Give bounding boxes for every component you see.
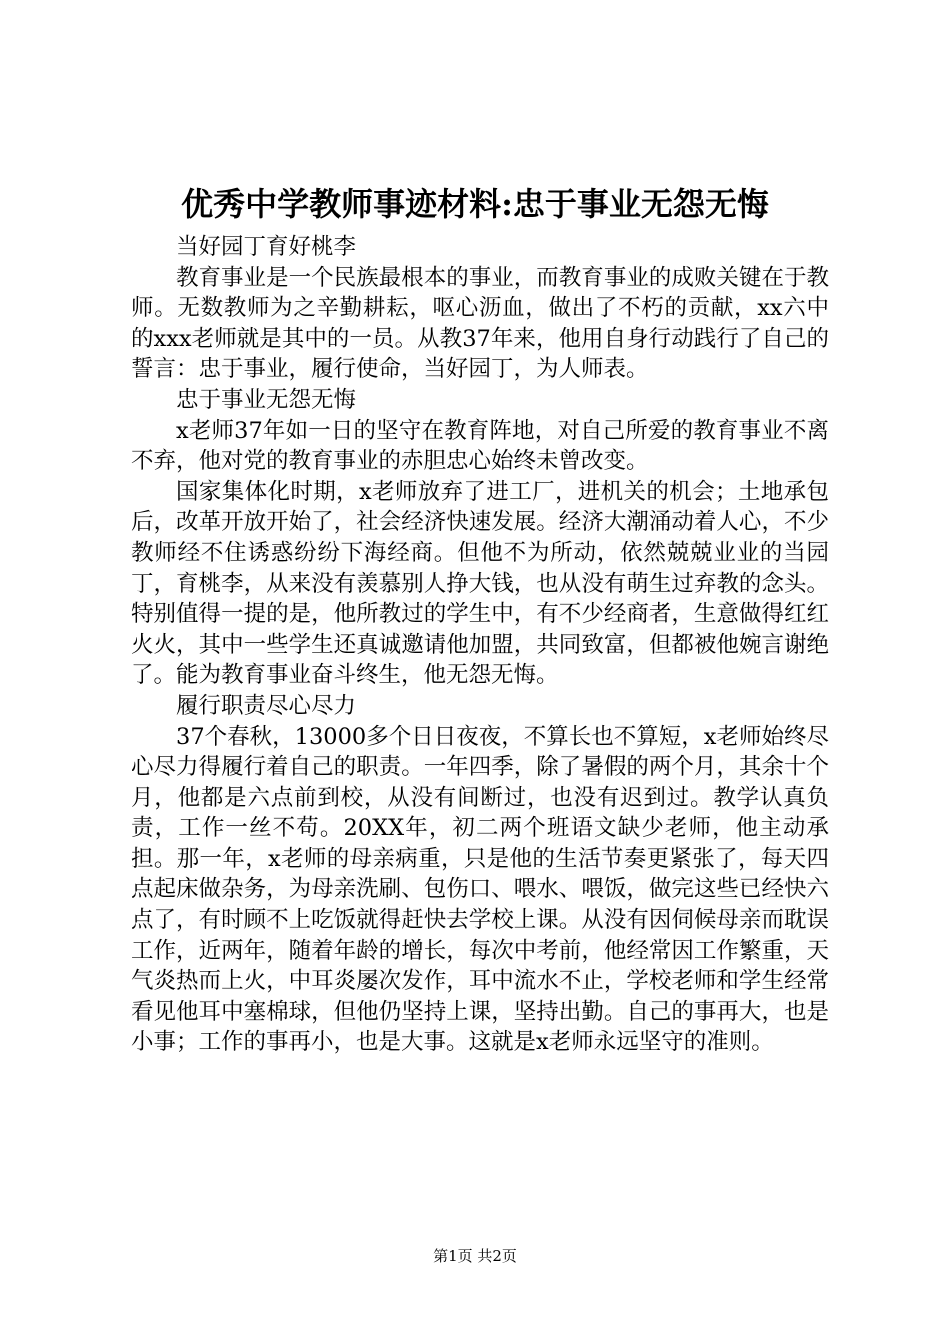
paragraph-intro: 教育事业是一个民族最根本的事业，而教育事业的成败关键在于教师。无数教师为之辛勤耕耘，呕心沥血，做出了不朽的贡献，xx六中的xxx老师就是其中的一员。从教37年来，他用自身行动践行了自己的誓言：忠于事业，履行使命，当好园丁，为人师表。 xyxy=(131,264,829,383)
paragraph-dedication: x老师37年如一日的坚守在教育阵地，对自己所爱的教育事业不离不弃，他对党的教育事业的赤胆忠心始终未曾改变。 xyxy=(131,417,829,475)
page-footer: 第1页 共2页 xyxy=(433,1247,517,1265)
document-title: 优秀中学教师事迹材料:忠于事业无怨无悔 xyxy=(181,185,769,223)
paragraph-duties: 37个春秋，13000多个日日夜夜，不算长也不算短，x老师始终尽心尽力得履行着自己的职责。一年四季，除了暑假的两个月，其余十个月，他都是六点前到校，从没有间断过，也没有迟到过。教学认真负责，工作一丝不苟。20XX年，初二两个班语文缺少老师，他主动承担。那一年，x老师的母亲病重，只是他的生活节奏更紧张了，每天四点起床做杂务，为母亲洗刷、包伤口、喂水、喂饭，做完这些已经快六点了，有时顾不上吃饭就得赶快去学校上课。从没有因伺候母亲而耽误工作，近两年，随着年龄的增长，每次中考前，他经常因工作繁重，天气炎热而上火，中耳炎屡次发作，耳中流水不止，学校老师和学生经常看见他耳中塞棉球，但他仍坚持上课，坚持出勤。自己的事再大，也是小事；工作的事再小，也是大事。这就是x老师永远坚守的准则。 xyxy=(131,723,829,1056)
section-heading-1: 当好园丁育好桃李 xyxy=(176,234,357,260)
document-body xyxy=(131,232,829,1058)
paragraph-collective-era: 国家集体化时期，x老师放弃了进工厂，进机关的机会；土地承包后，改革开放开始了，社会经济快速发展。经济大潮涌动着人心，不少教师经不住诱惑纷纷下海经商。但他不为所动，依然兢兢业业的当园丁，育桃李，从来没有羡慕别人挣大钱，也从没有萌生过弃教的念头。特别值得一提的是，他所教过的学生中，有不少经商者，生意做得红红火火，其中一些学生还真诚邀请他加盟，共同致富，但都被他婉言谢绝了。能为教育事业奋斗终生，他无怨无悔。 xyxy=(131,478,829,689)
section-heading-2: 忠于事业无怨无悔 xyxy=(176,386,357,413)
section-heading-3: 履行职责尽心尽力 xyxy=(176,692,357,719)
